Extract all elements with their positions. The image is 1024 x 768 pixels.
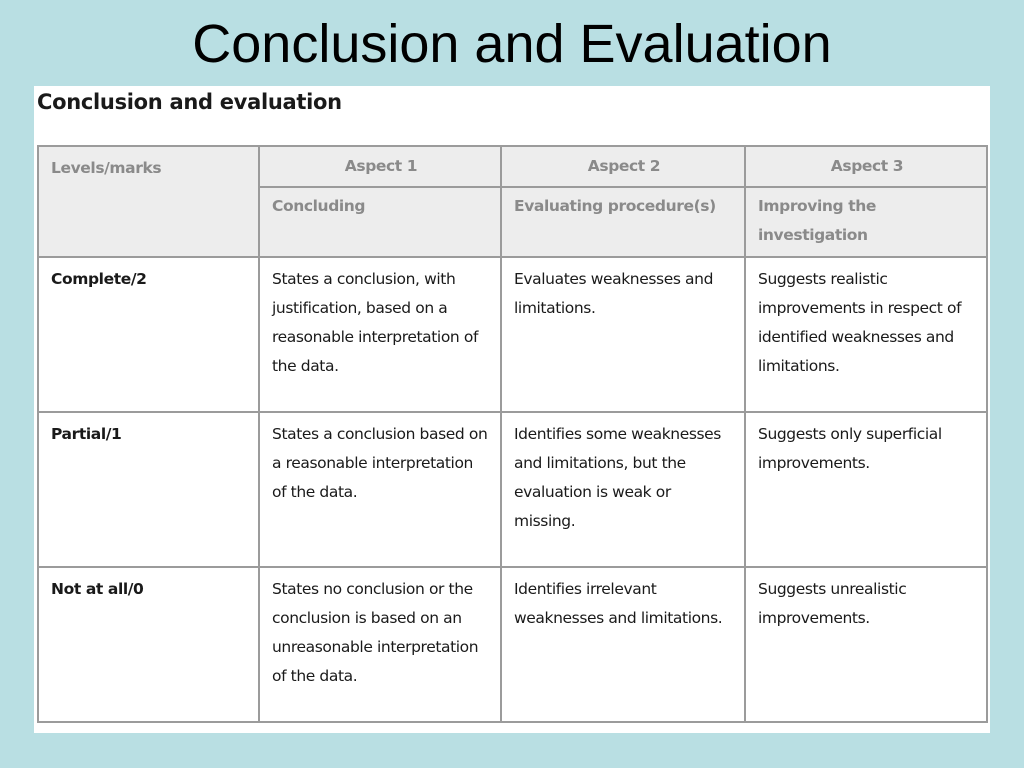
- table-row: [38, 412, 987, 567]
- level-label: Not at all/0: [38, 567, 259, 722]
- table-cell: States a conclusion, with justification, based on a reasonable interpretation of the data.: [259, 257, 501, 412]
- aspect-1-header: Aspect 1: [259, 146, 501, 187]
- table-cell: Identifies some weaknesses and limitations, but the evaluation is weak or missing.: [501, 412, 745, 567]
- table-cell: Suggests unrealistic improvements.: [745, 567, 987, 722]
- aspect-2-header: Aspect 2: [501, 146, 745, 187]
- levels-marks-header: Levels/marks: [38, 146, 259, 257]
- table-cell: States a conclusion based on a reasonable interpretation of the data.: [259, 412, 501, 567]
- table-row: [38, 567, 987, 722]
- table-cell: States no conclusion or the conclusion is based on an unreasonable interpretation of the data.: [259, 567, 501, 722]
- table-cell: Suggests realistic improvements in respect of identified weaknesses and limitations.: [745, 257, 987, 412]
- table-cell: Identifies irrelevant weaknesses and limitations.: [501, 567, 745, 722]
- document-image: [34, 86, 990, 733]
- header-row: [38, 146, 987, 187]
- level-label: Partial/1: [38, 412, 259, 567]
- rubric-table: [37, 145, 988, 723]
- document-heading: Conclusion and evaluation: [37, 90, 342, 114]
- slide-title: Conclusion and Evaluation: [192, 14, 832, 74]
- aspect-2-subheader: Evaluating procedure(s): [501, 187, 745, 257]
- aspect-3-subheader: Improving the investigation: [745, 187, 987, 257]
- level-label: Complete/2: [38, 257, 259, 412]
- table-cell: Suggests only superficial improvements.: [745, 412, 987, 567]
- table-row: [38, 257, 987, 412]
- aspect-3-header: Aspect 3: [745, 146, 987, 187]
- aspect-1-subheader: Concluding: [259, 187, 501, 257]
- table-cell: Evaluates weaknesses and limitations.: [501, 257, 745, 412]
